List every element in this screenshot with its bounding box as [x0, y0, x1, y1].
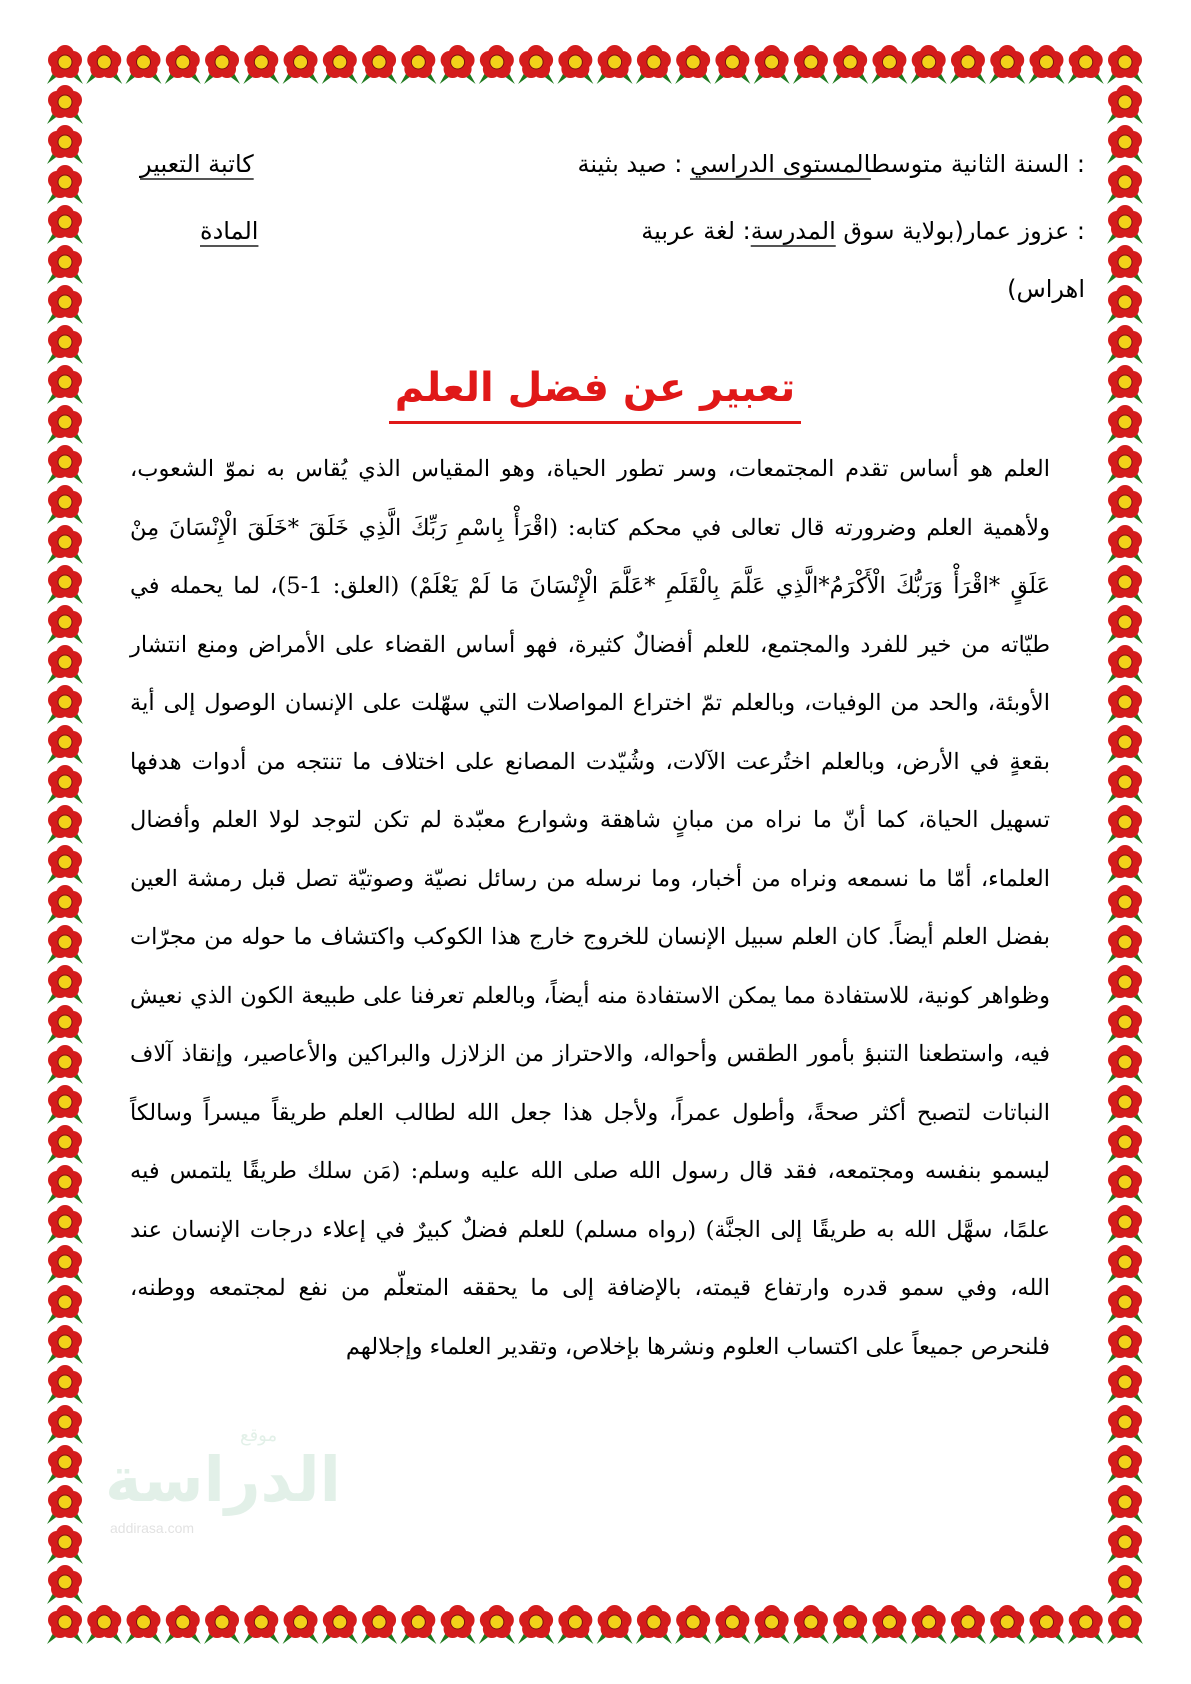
document-page	[105, 110, 1085, 1580]
flower-border-icon	[243, 1605, 279, 1644]
flower-border-icon	[1107, 685, 1143, 724]
watermark-small: موقع	[240, 1425, 278, 1446]
title-container	[105, 365, 1085, 424]
flower-border-icon	[1028, 45, 1064, 84]
flower-border-icon	[400, 45, 436, 84]
flower-border-icon	[1107, 1525, 1143, 1564]
author-name: : صيد بثينة	[577, 150, 690, 178]
flower-border-icon	[47, 445, 83, 484]
school-label: المدرسة	[750, 217, 836, 245]
flower-border-icon	[871, 45, 907, 84]
flower-border-icon	[557, 45, 593, 84]
flower-border-icon	[47, 485, 83, 524]
flower-border-icon	[440, 1605, 476, 1644]
flower-border-icon	[47, 1125, 83, 1164]
flower-border-icon	[47, 845, 83, 884]
flower-border-icon	[675, 1605, 711, 1644]
flower-border-icon	[47, 565, 83, 604]
grade-text: : السنة الثانية متوسط	[870, 150, 1085, 178]
flower-border-icon	[47, 1085, 83, 1124]
flower-border-icon	[636, 1605, 672, 1644]
flower-border-icon	[871, 1605, 907, 1644]
flower-border-icon	[714, 45, 750, 84]
flower-border-icon	[47, 1245, 83, 1284]
flower-border-icon	[322, 45, 358, 84]
subject-label: المادة	[200, 217, 259, 245]
flower-border-icon	[86, 45, 122, 84]
flower-border-icon	[1107, 325, 1143, 364]
flower-border-icon	[1107, 205, 1143, 244]
page-title: تعبير عن فضل العلم	[389, 365, 802, 424]
flower-border-icon	[1028, 1605, 1064, 1644]
flower-border-icon	[832, 1605, 868, 1644]
flower-border-icon	[1107, 1165, 1143, 1204]
flower-border-icon	[47, 1405, 83, 1444]
flower-border-icon	[47, 525, 83, 564]
flower-border-icon	[47, 45, 83, 84]
school-text: : عزوز عمار(بولاية سوق	[835, 217, 1085, 245]
flower-border-icon	[47, 925, 83, 964]
flower-border-icon	[47, 1045, 83, 1084]
flower-border-icon	[754, 1605, 790, 1644]
header-line-3: اهراس)	[1007, 275, 1085, 303]
flower-border-icon	[126, 1605, 162, 1644]
flower-border-icon	[911, 1605, 947, 1644]
essay-body: العلم هو أساس تقدم المجتمعات، وسر تطور الحياة، وهو المقياس الذي يُقاس به نموّ الشعوب، ولأهمية العلم وضرورته قال تعالى في محكم كتابه: (اقْرَأْ بِاسْمِ رَبِّكَ الَّذِي خَلَقَ *خَلَقَ الْإِنْسَانَ مِنْ عَلَقٍ *اقْرَأْ وَرَبُّكَ الْأَكْرَمُ*الَّذِي عَلَّمَ بِالْقَلَمِ *عَلَّمَ الْإِنْسَانَ مَا لَمْ يَعْلَمْ) (العلق: 1-5)، لما يحمله في طيّاته من خير للفرد والمجتمع، للعلم أفضالٌ كثيرة، فهو أساس القضاء على الأمراض ومنع انتشار الأوبئة، والحد من الوفيات، وبالعلم تمّ اختراع المواصلات التي سهّلت على الإنسان الوصول إلى أية بقعةٍ في الأرض، وبالعلم اختُرعت الآلات، وشُيّدت المصانع على اختلاف ما تنتجه من أدوات هدفها تسهيل الحياة، كما أنّ ما نراه من مبانٍ شاهقة وشوارع معبّدة لم تكن لتوجد لولا العلم وأفضال العلماء، أمّا ما نسمعه ونراه من أخبار، وما نرسله من رسائل نصيّة وصوتيّة تصل قبل رمشة العين بفضل العلم أيضاً. كان العلم سبيل الإنسان للخروج خارج هذا الكوكب واكتشاف ما حوله من مجرّات وظواهر كونية، للاستفادة مما يمكن الاستفادة منه أيضاً، وبالعلم تعرفنا على طبيعة الكون الذي نعيش فيه، واستطعنا التنبؤ بأمور الطقس وأحواله، والاحتراز من الزلازل والبراكين والأعاصير، وإنقاذ آلاف النباتات لتصبح أكثر صحةً، وأطول عمراً، ولأجل هذا جعل الله لطالب العلم طريقاً ميسراً وسالكاً ليسمو بنفسه ومجتمعه، فقد قال رسول الله صلى الله عليه وسلم: (مَن سلك طريقًا يلتمس فيه علمًا، سهَّل الله به طريقًا إلى الجنَّة) (رواه مسلم) للعلم فضلٌ كبيرٌ في إعلاء درجات الإنسان عند الله، وفي سمو قدره وارتفاع قيمته، بالإضافة إلى ما يحققه المتعلّم من نفع لمجتمعه ووطنه، فلنحرص جميعاً على اكتساب العلوم ونشرها بإخلاص، وتقدير العلماء وإجلالهم	[130, 456, 1050, 1360]
flower-border-icon	[204, 45, 240, 84]
flower-border-icon	[47, 1005, 83, 1044]
flower-border-icon	[1107, 125, 1143, 164]
flower-border-icon	[361, 1605, 397, 1644]
flower-border-icon	[1107, 525, 1143, 564]
flower-border-icon	[1107, 1445, 1143, 1484]
flower-border-icon	[557, 1605, 593, 1644]
flower-border-icon	[47, 605, 83, 644]
flower-border-icon	[1107, 1365, 1143, 1404]
flower-border-icon	[1107, 1005, 1143, 1044]
flower-border-icon	[1068, 1605, 1104, 1644]
flower-border-icon	[1107, 1245, 1143, 1284]
flower-border-icon	[47, 765, 83, 804]
flower-border-icon	[1107, 1125, 1143, 1164]
flower-border-icon	[1107, 645, 1143, 684]
flower-border-icon	[47, 85, 83, 124]
flower-border-icon	[47, 285, 83, 324]
flower-border-icon	[518, 1605, 554, 1644]
flower-border-icon	[479, 45, 515, 84]
flower-border-icon	[1107, 725, 1143, 764]
flower-border-icon	[47, 205, 83, 244]
flower-border-icon	[47, 405, 83, 444]
flower-border-icon	[1107, 1405, 1143, 1444]
flower-border-icon	[1107, 965, 1143, 1004]
flower-border-icon	[322, 1605, 358, 1644]
flower-border-icon	[47, 245, 83, 284]
flower-border-icon	[1107, 765, 1143, 804]
flower-border-icon	[1107, 165, 1143, 204]
flower-border-icon	[1107, 1205, 1143, 1244]
flower-border-icon	[1107, 85, 1143, 124]
flower-border-icon	[47, 1205, 83, 1244]
flower-border-icon	[440, 45, 476, 84]
flower-border-icon	[1107, 1485, 1143, 1524]
flower-border-icon	[126, 45, 162, 84]
flower-border-icon	[361, 45, 397, 84]
flower-border-icon	[754, 45, 790, 84]
flower-border-icon	[1107, 1325, 1143, 1364]
flower-border-icon	[1107, 845, 1143, 884]
author-label: كاتبة التعبير	[140, 150, 254, 178]
flower-border-icon	[47, 1325, 83, 1364]
flower-border-icon	[400, 1605, 436, 1644]
flower-border-icon	[47, 965, 83, 1004]
flower-border-icon	[1107, 925, 1143, 964]
flower-border-icon	[1068, 45, 1104, 84]
flower-border-icon	[1107, 805, 1143, 844]
flower-border-icon	[47, 1445, 83, 1484]
flower-border-icon	[989, 45, 1025, 84]
subject-text: : لغة عربية	[641, 217, 751, 245]
flower-border-icon	[165, 45, 201, 84]
flower-border-icon	[1107, 285, 1143, 324]
flower-border-icon	[1107, 405, 1143, 444]
flower-border-icon	[47, 1525, 83, 1564]
flower-border-icon	[793, 1605, 829, 1644]
watermark-main: الدراسة	[105, 1443, 341, 1516]
flower-border-icon	[1107, 365, 1143, 404]
flower-border-icon	[1107, 1045, 1143, 1084]
flower-border-icon	[47, 645, 83, 684]
flower-border-icon	[714, 1605, 750, 1644]
flower-border-icon	[950, 45, 986, 84]
flower-border-icon	[1107, 1085, 1143, 1124]
flower-border-icon	[47, 1165, 83, 1204]
flower-border-icon	[597, 45, 633, 84]
flower-border-icon	[1107, 445, 1143, 484]
flower-border-icon	[989, 1605, 1025, 1644]
flower-border-icon	[1107, 885, 1143, 924]
flower-border-icon	[636, 45, 672, 84]
flower-border-icon	[1107, 1285, 1143, 1324]
flower-border-icon	[1107, 565, 1143, 604]
flower-border-icon	[47, 1565, 83, 1604]
watermark-logo	[100, 1425, 340, 1545]
flower-border-icon	[47, 165, 83, 204]
flower-border-icon	[86, 1605, 122, 1644]
flower-border-icon	[832, 45, 868, 84]
flower-border-icon	[204, 1605, 240, 1644]
flower-border-icon	[47, 685, 83, 724]
flower-border-icon	[1107, 1605, 1143, 1644]
flower-border-icon	[47, 125, 83, 164]
flower-border-icon	[47, 725, 83, 764]
flower-border-icon	[47, 1605, 83, 1644]
flower-border-icon	[793, 45, 829, 84]
watermark-url: addirasa.com	[110, 1520, 195, 1536]
flower-border-icon	[165, 1605, 201, 1644]
flower-border-icon	[950, 1605, 986, 1644]
flower-border-icon	[911, 45, 947, 84]
flower-border-icon	[518, 45, 554, 84]
flower-border-icon	[1107, 485, 1143, 524]
flower-border-icon	[47, 365, 83, 404]
flower-border-icon	[675, 45, 711, 84]
flower-border-icon	[479, 1605, 515, 1644]
flower-border-icon	[47, 885, 83, 924]
flower-border-icon	[1107, 1565, 1143, 1604]
flower-border-icon	[1107, 45, 1143, 84]
flower-border-icon	[47, 1285, 83, 1324]
flower-border-icon	[283, 45, 319, 84]
flower-border-icon	[47, 1485, 83, 1524]
flower-border-icon	[47, 1365, 83, 1404]
flower-border-icon	[47, 325, 83, 364]
header-line-2	[641, 217, 1085, 245]
header-line-1	[578, 150, 1085, 178]
flower-border-icon	[1107, 605, 1143, 644]
flower-border-icon	[243, 45, 279, 84]
level-label: المستوى الدراسي	[689, 150, 871, 178]
flower-border-icon	[1107, 245, 1143, 284]
flower-border-icon	[47, 805, 83, 844]
flower-border-icon	[597, 1605, 633, 1644]
flower-border-icon	[283, 1605, 319, 1644]
